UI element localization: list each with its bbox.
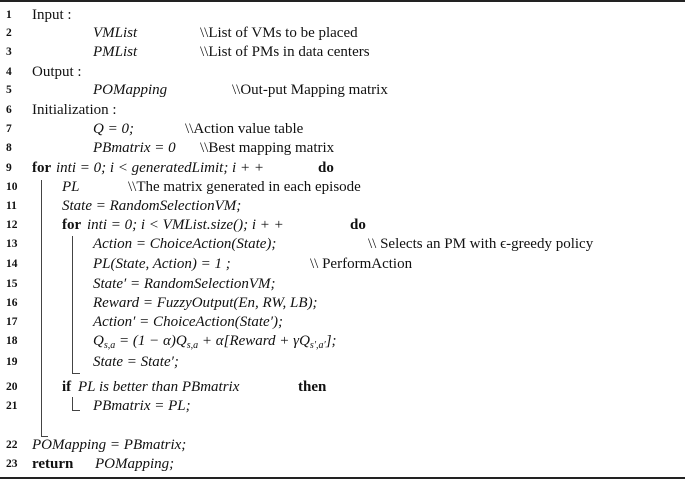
line-number: 8 <box>6 142 12 154</box>
line-number: 12 <box>6 219 18 231</box>
algorithm-line <box>0 139 685 158</box>
keyword: return <box>32 456 74 472</box>
statement: PBmatrix = PL; <box>93 398 191 414</box>
if-block-bar <box>72 397 73 410</box>
algorithm-line <box>0 332 685 351</box>
comment: \\List of VMs to be placed <box>200 25 358 41</box>
line-number: 4 <box>6 66 12 78</box>
algorithm-line <box>0 120 685 139</box>
for-loop-outer-end <box>41 436 48 437</box>
algorithm-line <box>0 24 685 43</box>
algorithm-line <box>0 178 685 197</box>
line-number: 23 <box>6 458 18 470</box>
comment: \\ PerformAction <box>310 256 413 272</box>
comment: \\The matrix generated in each episode <box>128 179 361 195</box>
line-number: 16 <box>6 297 18 309</box>
statement: inti = 0; i < VMList.size(); i + + <box>87 217 284 233</box>
algorithm-line <box>0 294 685 313</box>
algorithm-line <box>0 275 685 294</box>
statement: PL(State, Action) = 1 ; <box>93 256 231 272</box>
line-number: 14 <box>6 258 18 270</box>
statement: Action′ = ChoiceAction(State′); <box>93 314 283 330</box>
keyword: do <box>350 217 366 233</box>
comment: \\Action value table <box>185 121 304 137</box>
algorithm-line <box>0 378 685 397</box>
keyword: for <box>62 217 82 233</box>
line-number: 9 <box>6 162 12 174</box>
comment: \\Out-put Mapping matrix <box>232 82 388 98</box>
line-number: 22 <box>6 439 18 451</box>
line-number: 6 <box>6 104 12 116</box>
line-number: 21 <box>6 400 18 412</box>
statement: inti = 0; i < generatedLimit; i + + <box>56 160 264 176</box>
algorithm-line <box>0 235 685 254</box>
keyword: then <box>298 379 327 395</box>
line-number: 2 <box>6 27 12 39</box>
algorithm-line <box>0 101 685 120</box>
algorithm-line <box>0 255 685 274</box>
algorithm-line <box>0 6 685 25</box>
statement: State′ = RandomSelectionVM; <box>93 276 276 292</box>
algorithm-line <box>0 313 685 332</box>
top-rule <box>0 0 685 2</box>
for-loop-inner-end <box>72 373 80 374</box>
algorithm-line <box>0 436 685 455</box>
algorithm-line <box>0 81 685 100</box>
statement: State = State′; <box>93 354 179 370</box>
statement: Reward = FuzzyOutput(En, RW, LB); <box>93 295 318 311</box>
line-number: 18 <box>6 335 18 347</box>
statement: Q = 0; <box>93 121 134 137</box>
algorithm-line <box>0 397 685 416</box>
line-number: 10 <box>6 181 18 193</box>
statement: POMapping; <box>95 456 175 472</box>
for-loop-outer-bar <box>41 180 42 436</box>
statement: Initialization : <box>32 102 117 118</box>
algorithm-line <box>0 63 685 82</box>
line-number: 5 <box>6 84 12 96</box>
statement: PL <box>62 179 80 195</box>
keyword: for <box>32 160 52 176</box>
comment: \\Best mapping matrix <box>200 140 335 156</box>
line-number: 3 <box>6 46 12 58</box>
algorithm-line <box>0 353 685 372</box>
line-number: 7 <box>6 123 12 135</box>
statement: POMapping = PBmatrix; <box>32 437 187 453</box>
keyword: do <box>318 160 334 176</box>
statement: Action = ChoiceAction(State); <box>93 236 277 252</box>
line-number: 13 <box>6 238 18 250</box>
comment: \\List of PMs in data centers <box>200 44 370 60</box>
line-number: 17 <box>6 316 18 328</box>
comment: \\ Selects an PM with ϵ-greedy policy <box>368 236 594 252</box>
algorithm-line <box>0 455 685 474</box>
statement: Input : <box>32 7 72 23</box>
line-number: 15 <box>6 278 18 290</box>
line-number: 11 <box>6 200 17 212</box>
line-number: 20 <box>6 381 18 393</box>
statement: PMList <box>93 44 138 60</box>
statement: POMapping <box>93 82 168 98</box>
statement: PL is better than PBmatrix <box>78 379 240 395</box>
statement: Output : <box>32 64 82 80</box>
line-number: 19 <box>6 356 18 368</box>
line-number: 1 <box>6 9 12 21</box>
statement: PBmatrix = 0 <box>93 140 176 156</box>
if-block-end <box>72 410 80 411</box>
keyword: if <box>62 379 72 395</box>
for-loop-inner-bar <box>72 236 73 373</box>
statement: State = RandomSelectionVM; <box>62 198 242 214</box>
statement: $Q_{s,a} = (1 - \alpha)Q_{s,a}$ + α[Reward + $\gamma Q_{s',a'}$]; <box>93 333 337 351</box>
algorithm-line <box>0 216 685 235</box>
statement: VMList <box>93 25 138 41</box>
algorithm-line <box>0 43 685 62</box>
algorithm-line <box>0 197 685 216</box>
algorithm-line <box>0 159 685 178</box>
